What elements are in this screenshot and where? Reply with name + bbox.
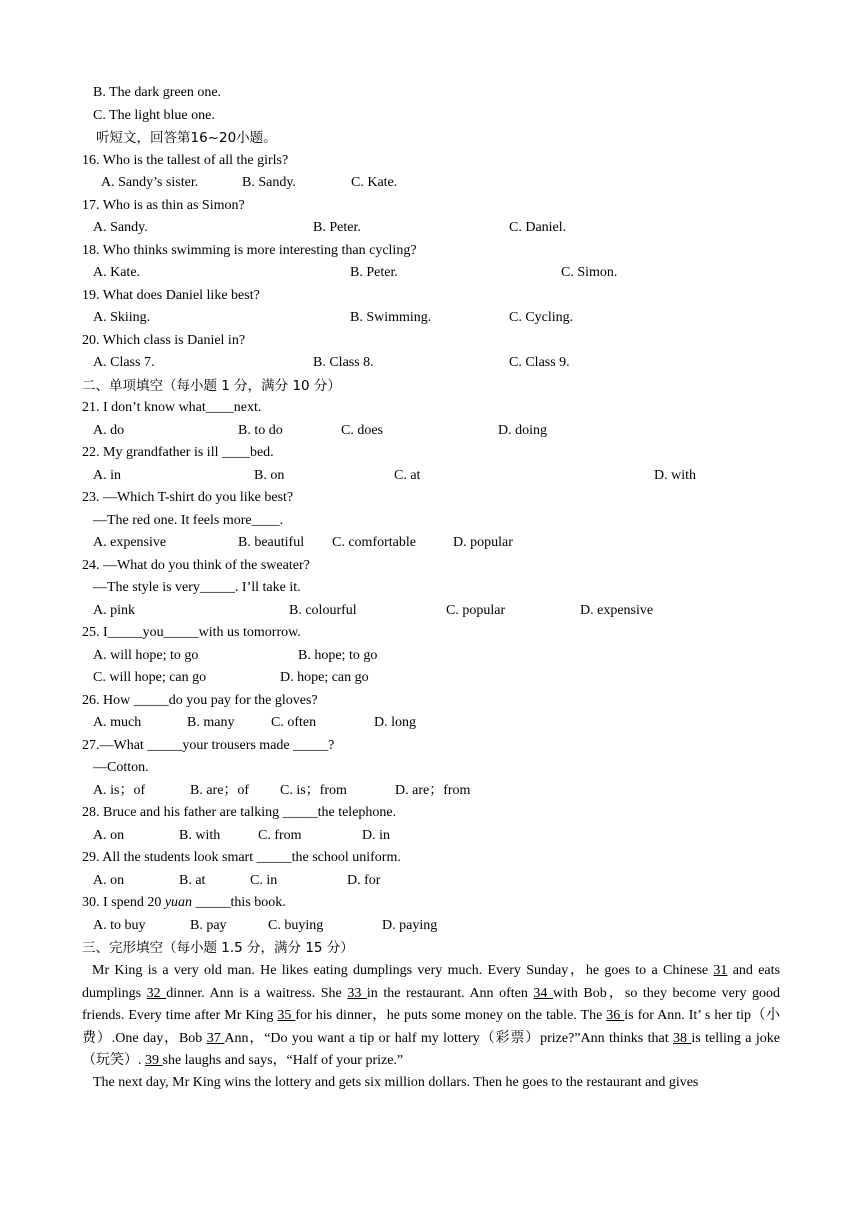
listening-instruction: 听短文，回答第16~20小题。 — [96, 130, 277, 146]
option-b: B. hope; to go — [298, 648, 378, 663]
question-reply: —Cotton. — [93, 760, 149, 775]
option-d: D. in — [362, 828, 390, 843]
section-3-title: 三、完形填空（每小题 1.5 分，满分 15 分） — [82, 940, 354, 956]
question-text-end: _____this book. — [192, 895, 286, 910]
question-text-start: 30. I spend 20 — [82, 895, 165, 910]
option-c: C. Class 9. — [509, 355, 570, 370]
option-b: B. colourful — [289, 603, 357, 618]
question-text: 18. Who thinks swimming is more interesting than cycling? — [82, 243, 417, 258]
option-c: C. often — [271, 715, 317, 730]
option-a: A. Sandy. — [93, 220, 148, 235]
question-text: 21. I don’t know what____next. — [82, 400, 262, 415]
question-reply: —The style is very_____. I’ll take it. — [93, 580, 301, 595]
option-b: B. Swimming. — [350, 310, 432, 325]
question-text — [82, 892, 286, 915]
option-b: B. Class 8. — [313, 355, 374, 370]
blank-33: 33 — [347, 985, 367, 1001]
option-b: B. The dark green one. — [93, 85, 222, 100]
option-c: C. comfortable — [332, 535, 416, 550]
option-d: D. long — [374, 715, 416, 730]
option-b: B. Peter. — [313, 220, 361, 235]
passage-text: dinner. Ann is a waitress. She — [166, 985, 348, 1001]
passage-text: and eats dumplings — [82, 963, 780, 1001]
option-a: A. Sandy’s sister. — [101, 175, 199, 190]
option-c: C. Simon. — [561, 265, 618, 280]
question-text: 24. —What do you think of the sweater? — [82, 558, 310, 573]
option-c: C. from — [258, 828, 302, 843]
option-c: C. Daniel. — [509, 220, 567, 235]
passage-text: with Bob，so they become very good friends. Every time after Mr King — [82, 985, 781, 1023]
option-c: C. The light blue one. — [93, 108, 215, 123]
option-b: B. to do — [238, 423, 283, 438]
option-c: C. is；from — [280, 783, 347, 798]
blank-37: 37 — [206, 1030, 225, 1046]
option-c: C. Cycling. — [509, 310, 574, 325]
option-a: A. Skiing. — [93, 310, 151, 325]
option-a: A. on — [93, 828, 125, 843]
passage-text: is for Ann. It’ s her tip（小费）.One day，Bob — [82, 1008, 781, 1046]
option-b: B. beautiful — [238, 535, 305, 550]
passage-paragraph-2: The next day, Mr King wins the lottery and gets six million dollars. Then he goes to the restaurant and gives — [93, 1075, 699, 1090]
option-b: B. many — [187, 715, 235, 730]
question-text: 22. My grandfather is ill ____bed. — [82, 445, 274, 460]
option-c: C. popular — [446, 603, 506, 618]
passage-text: for his dinner，he puts some money on the table. The — [295, 1008, 607, 1023]
blank-35: 35 — [277, 1008, 296, 1023]
option-d: D. doing — [498, 423, 547, 438]
question-text: 28. Bruce and his father are talking _____the telephone. — [82, 805, 397, 820]
option-b: B. on — [254, 468, 285, 483]
option-c: C. buying — [268, 918, 324, 933]
option-a: A. Class 7. — [93, 355, 155, 370]
passage-text: in the restaurant. Ann often — [366, 985, 534, 1001]
passage-text: Ann，“Do you want a tip or half my lottery（彩票）prize?”Ann thinks that — [224, 1030, 674, 1046]
passage-text: is telling a joke（玩笑）. — [82, 1030, 780, 1068]
blank-32: 32 — [146, 985, 167, 1001]
option-c: C. in — [250, 873, 278, 888]
option-b: B. at — [179, 873, 206, 888]
blank-34: 34 — [533, 985, 553, 1001]
question-reply: —The red one. It feels more____. — [93, 513, 284, 528]
question-text: 23. —Which T-shirt do you like best? — [82, 490, 294, 505]
option-d: D. paying — [382, 918, 438, 933]
option-a: A. to buy — [93, 918, 146, 933]
question-text: 27.—What _____your trousers made _____? — [82, 738, 335, 753]
option-b: B. Peter. — [350, 265, 398, 280]
question-text: 25. I_____you_____with us tomorrow. — [82, 625, 301, 640]
option-d: D. hope; can go — [280, 670, 369, 685]
question-text: 19. What does Daniel like best? — [82, 288, 260, 303]
option-b: B. Sandy. — [242, 175, 296, 190]
option-c: C. will hope; can go — [93, 670, 207, 685]
cloze-paragraph — [82, 960, 780, 1073]
option-a: A. in — [93, 468, 121, 483]
option-d: D. popular — [453, 535, 513, 550]
option-b: B. with — [179, 828, 221, 843]
option-a: A. Kate. — [93, 265, 141, 280]
option-a: A. is；of — [93, 783, 146, 798]
option-d: D. are；from — [395, 783, 471, 798]
question-unit: yuan — [164, 895, 193, 910]
option-a: A. expensive — [93, 535, 167, 550]
option-a: A. much — [93, 715, 142, 730]
option-a: A. on — [93, 873, 125, 888]
blank-31: 31 — [713, 963, 728, 978]
question-text: 29. All the students look smart _____the school uniform. — [82, 850, 401, 865]
option-d: D. expensive — [580, 603, 654, 618]
option-c: C. Kate. — [351, 175, 398, 190]
option-a: A. will hope; to go — [93, 648, 199, 663]
passage-text: Mr King is a very old man. He likes eating dumplings very much. Every Sunday，he goes to a Chinese — [92, 963, 714, 978]
section-2-title: 二、单项填空（每小题 1 分，满分 10 分） — [82, 378, 341, 394]
passage-text: she laughs and says，“Half of your prize.” — [162, 1053, 404, 1068]
question-text: 26. How _____do you pay for the gloves? — [82, 693, 318, 708]
question-text: 20. Which class is Daniel in? — [82, 333, 246, 348]
question-text: 17. Who is as thin as Simon? — [82, 198, 245, 213]
option-b: B. pay — [190, 918, 227, 933]
option-d: D. with — [654, 468, 696, 483]
option-c: C. at — [394, 468, 421, 483]
blank-38: 38 — [673, 1030, 692, 1046]
option-a: A. do — [93, 423, 125, 438]
option-a: A. pink — [93, 603, 135, 618]
blank-36: 36 — [606, 1008, 625, 1023]
option-c: C. does — [341, 423, 383, 438]
option-b: B. are；of — [190, 783, 250, 798]
question-text: 16. Who is the tallest of all the girls? — [82, 153, 289, 168]
option-d: D. for — [347, 873, 381, 888]
blank-39: 39 — [145, 1053, 163, 1068]
